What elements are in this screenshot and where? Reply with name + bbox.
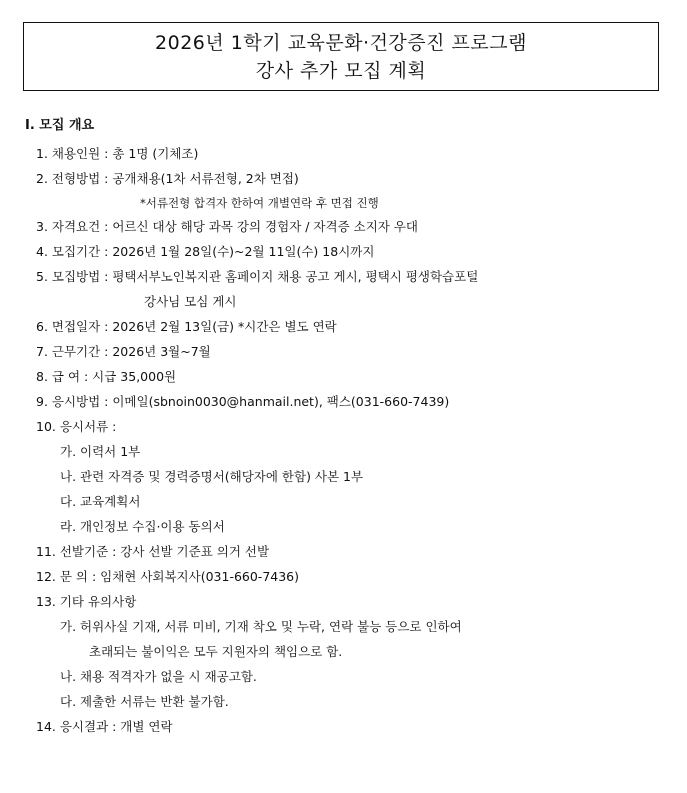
- note-false-info-cont: 초래되는 불이익은 모두 지원자의 책임으로 함.: [89, 644, 343, 659]
- section-heading: Ⅰ. 모집 개요: [25, 118, 95, 133]
- title-box: [23, 22, 659, 91]
- item-work-period: 7. 근무기간 : 2026년 3월~7월: [36, 344, 211, 359]
- title-line-2: 강사 추가 모집 계획: [255, 60, 427, 82]
- item-selection-method: 2. 전형방법 : 공개채용(1차 서류전형, 2차 면접): [36, 171, 299, 186]
- item-inquiry: 12. 문 의 : 임채현 사회복지사(031-660-7436): [36, 569, 300, 584]
- doc-certificates: 나. 관련 자격증 및 경력증명서(해당자에 한함) 사본 1부: [60, 469, 364, 484]
- item-selection-note: *서류전형 합격자 한하여 개별연락 후 면접 진행: [140, 196, 379, 210]
- item-interview-date: 6. 면접일자 : 2026년 2월 13일(금) *시간은 별도 연락: [36, 319, 337, 334]
- item-qualification: 3. 자격요건 : 어르신 대상 해당 과목 강의 경험자 / 자격증 소지자 우대: [36, 219, 418, 234]
- item-recruit-method: 5. 모집방법 : 평택서부노인복지관 홈페이지 채용 공고 게시, 평택시 평생학습포털: [36, 269, 479, 284]
- doc-privacy-consent: 라. 개인정보 수집·이용 동의서: [60, 519, 225, 534]
- item-recruit-period: 4. 모집기간 : 2026년 1월 28일(수)~2월 11일(수) 18시까지: [36, 244, 375, 259]
- doc-resume: 가. 이력서 1부: [60, 444, 141, 459]
- item-recruit-count: 1. 채용인원 : 총 1명 (기체조): [36, 146, 199, 161]
- note-readvertise: 나. 채용 적격자가 없을 시 재공고함.: [60, 669, 257, 684]
- item-salary: 8. 급 여 : 시급 35,000원: [36, 369, 177, 384]
- title-line-1: 2026년 1학기 교육문화·건강증진 프로그램: [155, 32, 527, 54]
- item-other-notes: 13. 기타 유의사항: [36, 594, 137, 609]
- item-selection-criteria: 11. 선발기준 : 강사 선발 기준표 의거 선발: [36, 544, 270, 559]
- item-apply-method: 9. 응시방법 : 이메일(sbnoin0030@hanmail.net), 팩스(031-660-7439): [36, 394, 450, 409]
- note-no-return: 다. 제출한 서류는 반환 불가함.: [60, 694, 229, 709]
- item-result: 14. 응시결과 : 개별 연락: [36, 719, 173, 734]
- item-documents: 10. 응시서류 :: [36, 419, 117, 434]
- item-recruit-method-cont: 강사님 모심 게시: [144, 294, 237, 309]
- doc-education-plan: 다. 교육계획서: [60, 494, 141, 509]
- note-false-info: 가. 허위사실 기재, 서류 미비, 기재 착오 및 누락, 연락 불능 등으로 인하여: [60, 619, 462, 634]
